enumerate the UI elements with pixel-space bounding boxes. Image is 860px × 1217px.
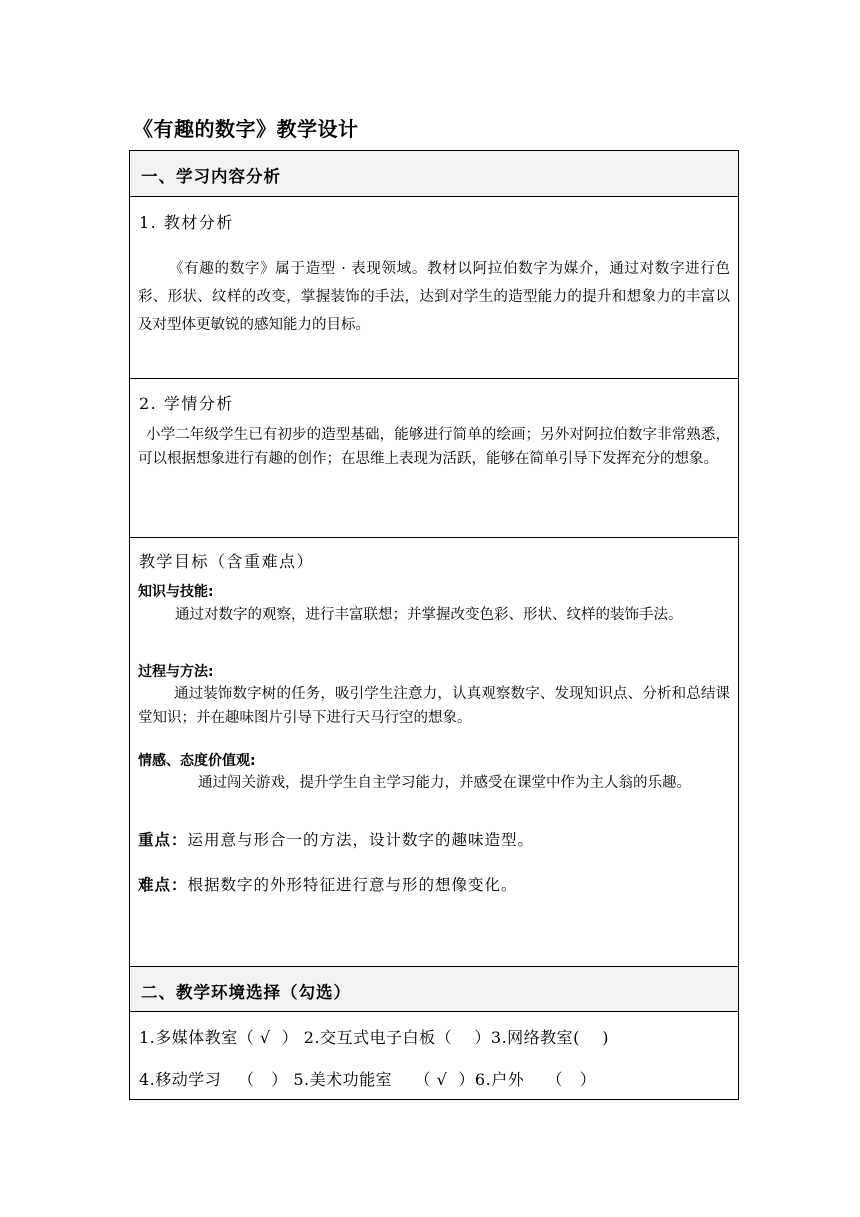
emotion-text: 通过闯关游戏，提升学生自主学习能力，并感受在课堂中作为主人翁的乐趣。 [198,775,691,791]
environment-line-2: 4.移动学习 （ ） 5.美术功能室 （ √ ）6.户外 （ ） [139,1070,597,1089]
teaching-goals-cell [130,537,738,966]
students-text: 小学二年级学生已有初步的造型基础，能够进行简单的绘画；另外对阿拉伯数字非常熟悉，可以根据想象进行有趣的创作；在思维上表现为活跃，能够在简单引导下发挥充分的想象。 [138,427,730,467]
section1-header-row [130,151,738,196]
key-point [138,828,534,850]
material-analysis-cell [130,196,738,378]
knowledge-label: 知识与技能: [138,584,214,600]
section1-heading: 一、学习内容分析 [141,167,281,186]
environment-line-1: 1.多媒体教室（ √ ） 2.交互式电子白板（ ）3.网络教室( ) [139,1028,610,1047]
material-heading: 1. 教材分析 [139,213,234,232]
environment-cell [130,1011,738,1101]
goals-heading: 教学目标（含重难点） [139,552,315,571]
difficult-point [138,873,518,895]
students-heading: 2. 学情分析 [139,394,234,413]
emotion-label: 情感、态度价值观: [138,753,256,769]
page-title: 《有趣的数字》教学设计 [133,117,359,141]
difficult-text: 根据数字的外形特征进行意与形的想像变化。 [187,876,518,894]
difficult-label: 难点： [138,876,188,894]
key-text: 运用意与形合一的方法，设计数字的趣味造型。 [187,831,535,849]
section2-heading: 二、教学环境选择（勾选） [141,983,351,1002]
student-analysis-cell [130,378,738,537]
process-text: 通过装饰数字树的任务，吸引学生注意力，认真观察数字、发现知识点、分析和总结课堂知识；并在趣味图片引导下进行天马行空的想象。 [138,686,730,726]
lesson-table [129,150,739,1100]
material-text: 《有趣的数字》属于造型 · 表现领域。教材以阿拉伯数字为媒介，通过对数字进行色彩、形状、纹样的改变，掌握装饰的手法，达到对学生的造型能力的提升和想象力的丰富以及对型体更敏锐的感知能力的目标。 [138,261,730,333]
process-label: 过程与方法: [138,664,214,680]
section2-header-row [130,966,738,1011]
knowledge-text: 通过对数字的观察，进行丰富联想；并掌握改变色彩、形状、纹样的装饰手法。 [175,607,683,623]
key-label: 重点： [138,831,188,849]
